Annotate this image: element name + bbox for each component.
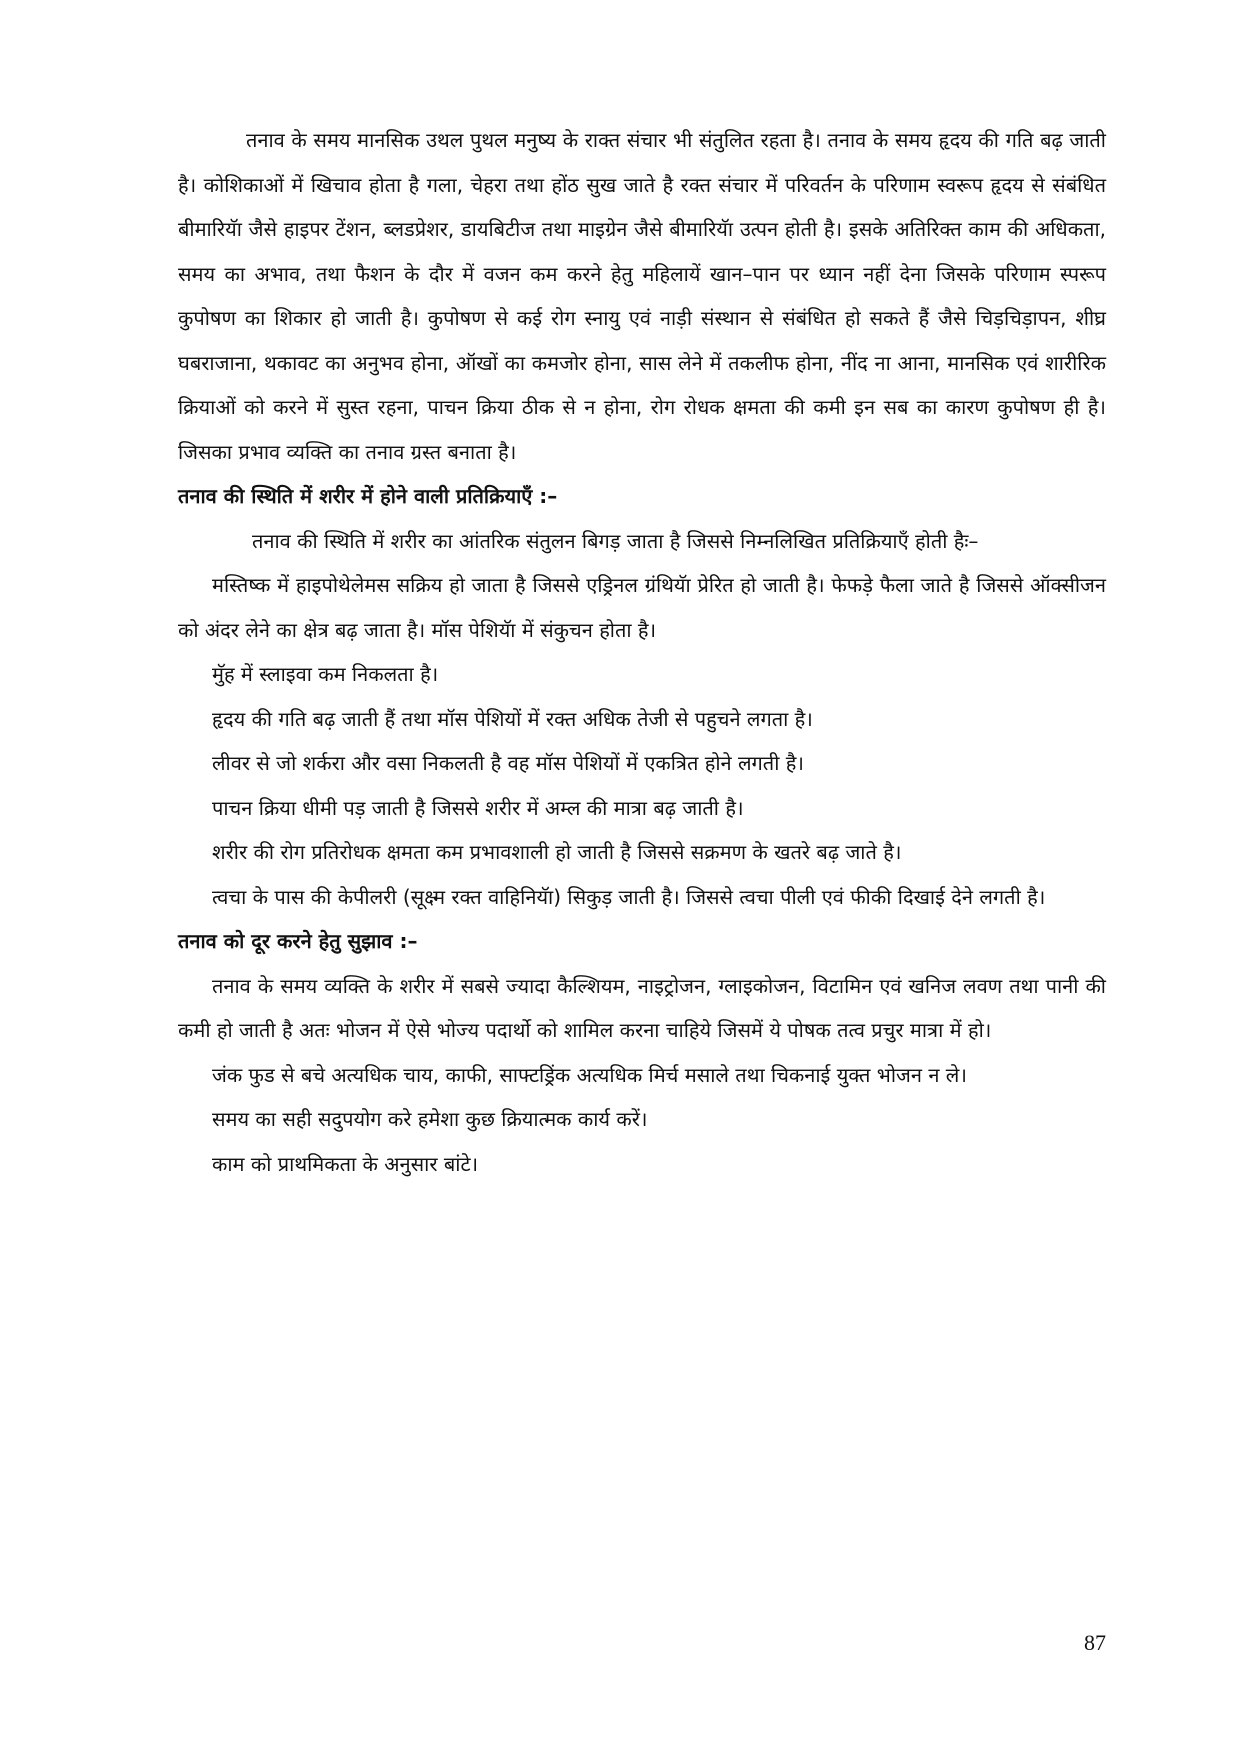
paragraph-nutrition: तनाव के समय व्यक्ति के शरीर में सबसे ज्यादा कैल्शियम, नाइट्रोजन, ग्लाइकोजन, विटामिन एवं खनिज लवण तथा पानी की कमी हो जाती है अतः भोजन में ऐसे भोज्य पदार्थो को शामिल करना चाहिये जिसमें ये पोषक तत्व प्रचुर मात्रा में हो। [178,973,1106,1042]
document-body [178,118,1106,1186]
paragraph-digestion: पाचन क्रिया धीमी पड़ जाती है जिससे शरीर में अम्ल की मात्रा बढ़ जाती है। [212,795,744,820]
paragraph-liver: लीवर से जो शर्करा और वसा निकलती है वह मॉस पेशियों में एकत्रित होने लगती है। [212,751,804,775]
paragraph-heart-rate: हृदय की गति बढ़ जाती हैं तथा मॉस पेशियों में रक्त अधिक तेजी से पहुचने लगता है। [212,706,813,731]
paragraph-junk-food: जंक फुड से बचे अत्यधिक चाय, काफी, साफ्टड्रिंक अत्यधिक मिर्च मसाले तथा चिकनाई युक्त भोजन न ले। [212,1062,967,1087]
paragraph-capillaries: त्वचा के पास की केपीलरी (सूक्ष्म रक्त वाहिनियॅा) सिकुड़ जाती है। जिससे त्वचा पीली एवं फीकी दिखाई देने लगती है। [212,884,1046,909]
paragraph-reactions-intro: तनाव की स्थिति में शरीर का आंतरिक संतुलन बिगड़ जाता है जिससे निम्नलिखित प्रतिक्रियाएँ होती हैः– [252,528,979,553]
paragraph-time-use: समय का सही सदुपयोग करे हमेशा कुछ क्रियात्मक कार्य करें। [212,1107,648,1131]
heading-body-reactions: तनाव की स्थिति में शरीर में होने वाली प्रतिक्रियाएँ :– [178,484,558,508]
paragraph-immunity: शरीर की रोग प्रतिरोधक क्षमता कम प्रभावशाली हो जाती है जिससे सक्रमण के खतरे बढ़ जाते है। [212,840,902,864]
paragraph-hypothalamus: मस्तिष्क में हाइपोथेलेमस सक्रिय हो जाता है जिससे एड्रिनल ग्रंथियॅा प्रेरित हो जाती है। फेफड़े फैला जाते है जिससे ऑक्सीजन को अंदर लेने का क्षेत्र बढ़ जाता है। मॉस पेशियॅा में संकुचन होता है। [178,573,1106,642]
paragraph-prioritize: काम को प्राथमिकता के अनुसार बांटे। [212,1151,479,1176]
heading-stress-tips: तनाव को दूर करने हेतु सुझाव :– [178,929,418,953]
paragraph-saliva: मुॅह में स्लाइवा कम निकलता है। [212,662,439,686]
page-number: 87 [1084,1630,1106,1655]
paragraph-stress-effects: तनाव के समय मानसिक उथल पुथल मनुष्य के राक्त संचार भी संतुलित रहता है। तनाव के समय हृदय की गति बढ़ जाती है। कोशिकाओं में खिचाव होता है गला, चेहरा तथा होंठ सुख जाते है रक्त संचार में परिवर्तन के परिणाम स्वरूप हृदय से संबंधित बीमारियॅा जैसे हाइपर टेंशन, ब्लडप्रेशर, डायबिटीज तथा माइग्रेन जैसे बीमारियॅा उत्पन होती है। इसके अतिरिक्त काम की अधिकता, समय का अभाव, तथा फैशन के दौर में वजन कम करने हेतु महिलायें खान–पान पर ध्यान नहीं देना जिसके परिणाम स्परूप कुपोषण का शिकार हो जाती है। कुपोषण से कई रोग स्नायु एवं नाड़ी संस्थान से संबंधित हो सकते हैं जैसे चिड़चिड़ापन, शीघ्र घबराजाना, थकावट का अनुभव होना, ऑखों का कमजोर होना, सास लेने में तकलीफ होना, नींद ना आना, मानसिक एवं शारीरिक क्रियाओं को करने में सुस्त रहना, पाचन क्रिया ठीक से न होना, रोग रोधक क्षमता की कमी इन सब का कारण कुपोषण ही है। जिसका प्रभाव व्यक्ति का तनाव ग्रस्त बनाता है। [178,128,1106,464]
